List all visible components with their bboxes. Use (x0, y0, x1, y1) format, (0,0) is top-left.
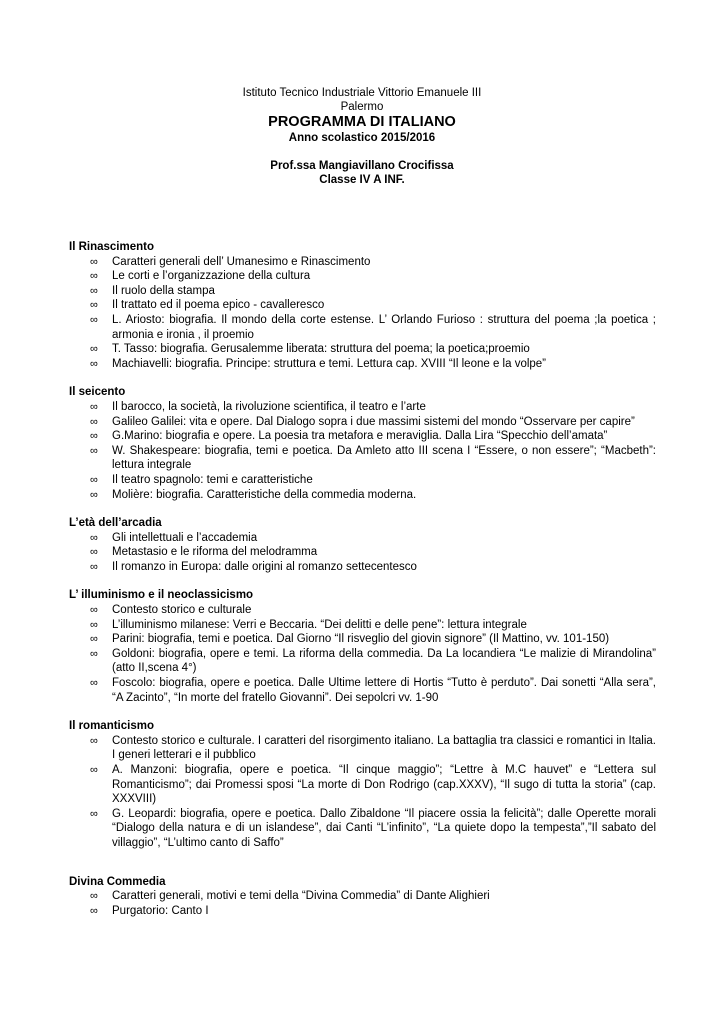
program-content (69, 240, 656, 932)
list-item (69, 444, 656, 473)
infinity-bullet-icon: ∞ (90, 400, 98, 413)
section-title: L’ illuminismo e il neoclassicismo (69, 589, 254, 602)
list-item-text: Gli intellettuali e l’accademia (112, 531, 258, 544)
infinity-bullet-icon: ∞ (90, 647, 98, 660)
list-item (69, 603, 656, 618)
list-item (69, 313, 656, 342)
document-header (0, 86, 724, 187)
list-item (69, 298, 656, 313)
list-item (69, 255, 656, 270)
list-item-text: Il ruolo della stampa (112, 284, 215, 297)
list-item-text: Le corti e l’organizzazione della cultura (112, 270, 311, 283)
class-name: Classe IV A INF. (319, 174, 405, 186)
infinity-bullet-icon: ∞ (90, 531, 98, 544)
infinity-bullet-icon: ∞ (90, 618, 98, 631)
topic-list (69, 603, 656, 705)
school-year: Anno scolastico 2015/2016 (288, 132, 436, 144)
topic-list (69, 734, 656, 851)
infinity-bullet-icon: ∞ (90, 488, 98, 501)
list-item-text: Purgatorio: Canto I (112, 904, 209, 917)
list-item-text: Galileo Galilei: vita e opere. Dal Dialogo sopra i due massimi sistemi del mondo “Osservare per capire” (112, 415, 635, 428)
topic-list (69, 400, 656, 502)
infinity-bullet-icon: ∞ (90, 633, 98, 646)
section-title: Il Rinascimento (69, 241, 154, 253)
list-item-text: G.Marino: biografia e opere. La poesia tra metafora e meraviglia. Dalla Lira “Specchio dell’amata” (112, 430, 608, 443)
list-item-text: L’illuminismo milanese: Verri e Beccaria. “Dei delitti e delle pene”: lettura integrale (112, 618, 527, 631)
section (69, 588, 656, 705)
infinity-bullet-icon: ∞ (90, 415, 98, 428)
list-item (69, 415, 656, 430)
list-item (69, 488, 656, 503)
list-item (69, 545, 656, 560)
list-item (69, 531, 656, 546)
list-item-text: L. Ariosto: biografia. Il mondo della corte estense. L’ Orlando Furioso : struttura del poema ;la poetica ; armonia e ironia , il proemio (112, 313, 656, 341)
list-item-text: Il teatro spagnolo: temi e caratteristiche (112, 473, 313, 486)
list-item (69, 429, 656, 444)
infinity-bullet-icon: ∞ (90, 734, 98, 747)
infinity-bullet-icon: ∞ (90, 313, 98, 326)
infinity-bullet-icon: ∞ (90, 473, 98, 486)
list-item (69, 904, 656, 919)
list-item-text: Caratteri generali dell’ Umanesimo e Rinascimento (112, 255, 371, 268)
topic-list (69, 889, 656, 918)
list-item (69, 763, 656, 807)
section (69, 385, 656, 502)
list-item-text: Il trattato ed il poema epico - cavalleresco (112, 299, 325, 312)
list-item (69, 342, 656, 357)
school-city: Palermo (340, 101, 384, 113)
infinity-bullet-icon: ∞ (90, 807, 98, 820)
teacher-name: Prof.ssa Mangiavillano Crocifissa (270, 160, 454, 172)
list-item-text: Contesto storico e culturale (112, 604, 252, 617)
list-item-text: A. Manzoni: biografia, opere e poetica. “Il cinque maggio”; “Lettre à M.C hauvet” e “Lettera sul Romanticismo”; dai Promessi sposi “La morte di Don Rodrigo (cap.XXXV), “Il sugo di tutta la storia” (cap. XXXVIII) (112, 764, 656, 806)
list-item-text: Il romanzo in Europa: dalle origini al romanzo settecentesco (112, 560, 417, 573)
section (69, 516, 656, 574)
section (69, 719, 656, 850)
infinity-bullet-icon: ∞ (90, 284, 98, 297)
list-item-text: Metastasio e le riforma del melodramma (112, 546, 318, 559)
list-item (69, 400, 656, 415)
infinity-bullet-icon: ∞ (90, 444, 98, 457)
list-item-text: Molière: biografia. Caratteristiche della commedia moderna. (112, 488, 417, 501)
infinity-bullet-icon: ∞ (90, 255, 98, 268)
infinity-bullet-icon: ∞ (90, 677, 98, 690)
list-item (69, 560, 656, 575)
list-item (69, 357, 656, 372)
infinity-bullet-icon: ∞ (90, 904, 98, 917)
list-item-text: G. Leopardi: biografia, opere e poetica. Dallo Zibaldone “Il piacere ossia la felicità”; dalle Operette morali “Dialogo della natura e di un islandese”, dai Canti “L’infinito”, “La quiete dopo la tempesta”,”Il sabato del villaggio”, “L’ultimo canto di Saffo” (112, 807, 656, 849)
infinity-bullet-icon: ∞ (90, 560, 98, 573)
infinity-bullet-icon: ∞ (90, 430, 98, 443)
list-item (69, 269, 656, 284)
list-item-text: Parini: biografia, temi e poetica. Dal Giorno “Il risveglio del giovin signore” (Il Mattino, vv. 101-150) (112, 633, 610, 646)
topic-list (69, 255, 656, 372)
list-item-text: Caratteri generali, motivi e temi della “Divina Commedia” di Dante Alighieri (112, 890, 490, 903)
document-title: PROGRAMMA DI ITALIANO (268, 114, 456, 130)
section (69, 240, 656, 371)
infinity-bullet-icon: ∞ (90, 357, 98, 370)
section (69, 875, 656, 919)
infinity-bullet-icon: ∞ (90, 604, 98, 617)
section-title: L’età dell’arcadia (69, 517, 162, 530)
infinity-bullet-icon: ∞ (90, 343, 98, 356)
list-item (69, 676, 656, 705)
list-item-text: Il barocco, la società, la rivoluzione scientifica, il teatro e l’arte (112, 400, 426, 413)
infinity-bullet-icon: ∞ (90, 270, 98, 283)
school-name: Istituto Tecnico Industriale Vittorio Emanuele III (242, 87, 482, 99)
list-item (69, 632, 656, 647)
topic-list (69, 531, 656, 575)
list-item-text: T. Tasso: biografia. Gerusalemme liberata: struttura del poema; la poetica;proemio (112, 343, 530, 356)
section-title: Divina Commedia (69, 875, 166, 888)
list-item-text: W. Shakespeare: biografia, temi e poetica. Da Amleto atto III scena I “Essere, o non essere”; “Macbeth”: lettura integrale (112, 444, 656, 472)
list-item (69, 473, 656, 488)
list-item (69, 734, 656, 763)
list-item-text: Goldoni: biografia, opere e temi. La riforma della commedia. Da La locandiera “Le malizie di Mirandolina” (atto II,scena 4°) (112, 647, 656, 675)
list-item (69, 618, 656, 633)
list-item (69, 284, 656, 299)
infinity-bullet-icon: ∞ (90, 299, 98, 312)
infinity-bullet-icon: ∞ (90, 546, 98, 559)
section-title: Il seicento (69, 386, 126, 399)
section-title: Il romanticismo (69, 720, 154, 733)
list-item (69, 647, 656, 676)
list-item-text: Foscolo: biografia, opere e poetica. Dalle Ultime lettere di Hortis “Tutto è perduto”. Dai sonetti “Alla sera”, “A Zacinto”, “In morte del fratello Giovanni”. Dei sepolcri vv. 1-90 (112, 677, 656, 704)
list-item-text: Contesto storico e culturale. I caratteri del risorgimento italiano. La battaglia tra classici e romantici in Italia. I generi letterari e il pubblico (112, 734, 656, 762)
list-item-text: Machiavelli: biografia. Principe: struttura e temi. Lettura cap. XVIII “Il leone e la volpe” (112, 357, 547, 370)
infinity-bullet-icon: ∞ (90, 764, 98, 776)
list-item (69, 807, 656, 851)
infinity-bullet-icon: ∞ (90, 890, 98, 903)
list-item (69, 889, 656, 904)
